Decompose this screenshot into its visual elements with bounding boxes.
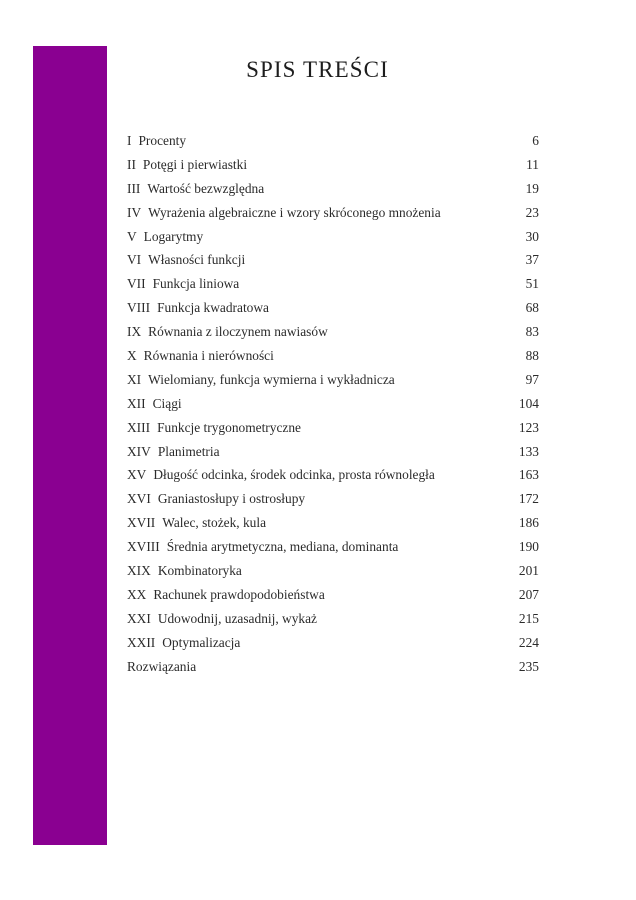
toc-entry-numeral: XIII: [127, 419, 151, 435]
toc-entry-title: Funkcje trygonometryczne: [157, 419, 301, 435]
toc-entry-numeral: XXII: [127, 634, 156, 650]
toc-entry-label: [127, 129, 509, 153]
toc-entry-label: [127, 225, 509, 249]
toc-entry[interactable]: [127, 272, 539, 296]
toc-entry-page-number: 97: [525, 371, 539, 387]
toc-entry-page-number: 172: [518, 491, 539, 507]
toc-entry[interactable]: [127, 225, 539, 249]
toc-entry-page-number: 190: [518, 539, 539, 555]
toc-entry-title: Funkcja liniowa: [152, 276, 240, 292]
toc-entry-numeral: V: [127, 228, 137, 244]
toc-entry[interactable]: [127, 487, 539, 511]
toc-entry-label: [127, 655, 509, 679]
toc-entry-label: [127, 607, 509, 631]
toc-entry-label: [127, 177, 509, 201]
toc-entry[interactable]: [127, 511, 539, 535]
toc-entry[interactable]: [127, 296, 539, 320]
toc-entry-title: Wartość bezwzględna: [147, 180, 265, 196]
toc-entry-numeral: II: [127, 156, 136, 172]
toc-entry-numeral: XI: [127, 371, 142, 387]
toc-entry-label: [127, 272, 509, 296]
toc-entry-title: Równania z iloczynem nawiasów: [148, 324, 328, 340]
toc-entry-page-number: 30: [525, 228, 539, 244]
toc-entry-label: [127, 296, 509, 320]
decorative-side-bar: [33, 46, 107, 845]
toc-entry-page-number: 133: [518, 443, 539, 459]
toc-entry[interactable]: [127, 583, 539, 607]
toc-entry-title: Równania i nierówności: [143, 348, 274, 364]
toc-entry-title: Rachunek prawdopodobieństwa: [153, 586, 325, 602]
toc-entry-numeral: XVIII: [127, 539, 160, 555]
toc-entry-title: Kombinatoryka: [157, 563, 242, 579]
toc-entry-label: [127, 487, 509, 511]
toc-entry[interactable]: [127, 392, 539, 416]
toc-entry-title: Procenty: [138, 133, 187, 148]
toc-entry-title: Planimetria: [157, 443, 220, 459]
toc-entry-numeral: III: [127, 180, 141, 196]
toc-entry-title: Potęgi i pierwiastki: [142, 156, 248, 172]
toc-entry-title: Własności funkcji: [148, 252, 246, 268]
toc-entry-label: [127, 320, 509, 344]
toc-entry-page-number: 19: [525, 180, 539, 196]
toc-entry-numeral: X: [127, 348, 137, 364]
toc-entry-label: [127, 463, 509, 487]
table-of-contents-list: [127, 129, 539, 678]
toc-entry[interactable]: [127, 655, 539, 679]
toc-entry[interactable]: [127, 248, 539, 272]
toc-entry-numeral: XX: [127, 586, 147, 602]
toc-entry-label: [127, 631, 509, 655]
toc-entry-page-number: 104: [518, 395, 539, 411]
toc-entry-page-number: 123: [518, 419, 539, 435]
toc-entry-label: [127, 368, 509, 392]
toc-entry-page-number: 68: [525, 300, 539, 316]
toc-entry-page-number: 6: [532, 133, 539, 148]
toc-entry-page-number: 83: [525, 324, 539, 340]
toc-entry-numeral: XV: [127, 467, 147, 483]
toc-entry-label: [127, 392, 509, 416]
toc-entry[interactable]: [127, 153, 539, 177]
toc-entry-page-number: 51: [525, 276, 539, 292]
toc-entry-label: [127, 344, 509, 368]
toc-entry-title: Średnia arytmetyczna, mediana, dominanta: [166, 539, 399, 555]
toc-entry-numeral: XVI: [127, 491, 151, 507]
toc-entry-label: [127, 511, 509, 535]
toc-entry-title: Wyrażenia algebraiczne i wzory skróconego mnożenia: [148, 204, 441, 220]
toc-entry[interactable]: [127, 535, 539, 559]
toc-entry-numeral: XVII: [127, 515, 156, 531]
toc-entry-page-number: 235: [518, 658, 539, 674]
toc-entry-page-number: 37: [525, 252, 539, 268]
toc-entry-title: Wielomiany, funkcja wymierna i wykładnicza: [148, 371, 395, 387]
toc-entry-page-number: 215: [518, 610, 539, 626]
toc-entry-label: [127, 559, 509, 583]
toc-entry[interactable]: [127, 463, 539, 487]
toc-entry-numeral: I: [127, 133, 132, 148]
toc-entry-title: Walec, stożek, kula: [162, 515, 267, 531]
toc-entry[interactable]: [127, 129, 539, 153]
toc-entry-numeral: VIII: [127, 300, 151, 316]
toc-entry[interactable]: [127, 416, 539, 440]
toc-entry-page-number: 201: [518, 563, 539, 579]
toc-entry-title: Długość odcinka, środek odcinka, prosta równoległa: [153, 467, 435, 483]
toc-entry-numeral: XXI: [127, 610, 151, 626]
toc-entry-page-number: 163: [518, 467, 539, 483]
toc-entry-numeral: IV: [127, 204, 142, 220]
toc-entry[interactable]: [127, 631, 539, 655]
toc-entry-page-number: 23: [525, 204, 539, 220]
toc-entry-numeral: VI: [127, 252, 142, 268]
toc-entry[interactable]: [127, 440, 539, 464]
toc-entry-title: Udowodnij, uzasadnij, wykaż: [157, 610, 317, 626]
toc-entry[interactable]: [127, 201, 539, 225]
toc-entry-numeral: IX: [127, 324, 142, 340]
toc-entry-title: Rozwiązania: [127, 658, 197, 674]
toc-entry-label: [127, 248, 509, 272]
toc-entry-label: [127, 440, 509, 464]
toc-entry-page-number: 11: [526, 156, 539, 172]
toc-entry[interactable]: [127, 559, 539, 583]
toc-entry-page-number: 224: [518, 634, 539, 650]
toc-entry[interactable]: [127, 368, 539, 392]
toc-entry-label: [127, 416, 509, 440]
page-title: [0, 57, 636, 83]
toc-entry-numeral: XIX: [127, 563, 151, 579]
toc-entry[interactable]: [127, 320, 539, 344]
toc-entry-title: Funkcja kwadratowa: [157, 300, 269, 316]
toc-entry-label: [127, 153, 509, 177]
toc-entry-title: Logarytmy: [143, 228, 204, 244]
page-title-text: SPIS TREŚCI: [246, 57, 389, 82]
toc-entry-label: [127, 535, 509, 559]
toc-entry-label: [127, 201, 509, 225]
toc-entry-numeral: VII: [127, 276, 146, 292]
toc-entry-title: Graniastosłupy i ostrosłupy: [157, 491, 306, 507]
toc-entry-numeral: XIV: [127, 443, 151, 459]
toc-entry-numeral: XII: [127, 395, 146, 411]
toc-entry[interactable]: [127, 607, 539, 631]
toc-entry-page-number: 88: [525, 348, 539, 364]
toc-entry-label: [127, 583, 509, 607]
toc-entry[interactable]: [127, 344, 539, 368]
toc-entry[interactable]: [127, 177, 539, 201]
toc-entry-title: Optymalizacja: [162, 634, 241, 650]
toc-entry-page-number: 207: [518, 586, 539, 602]
toc-entry-page-number: 186: [518, 515, 539, 531]
toc-entry-title: Ciągi: [152, 395, 182, 411]
